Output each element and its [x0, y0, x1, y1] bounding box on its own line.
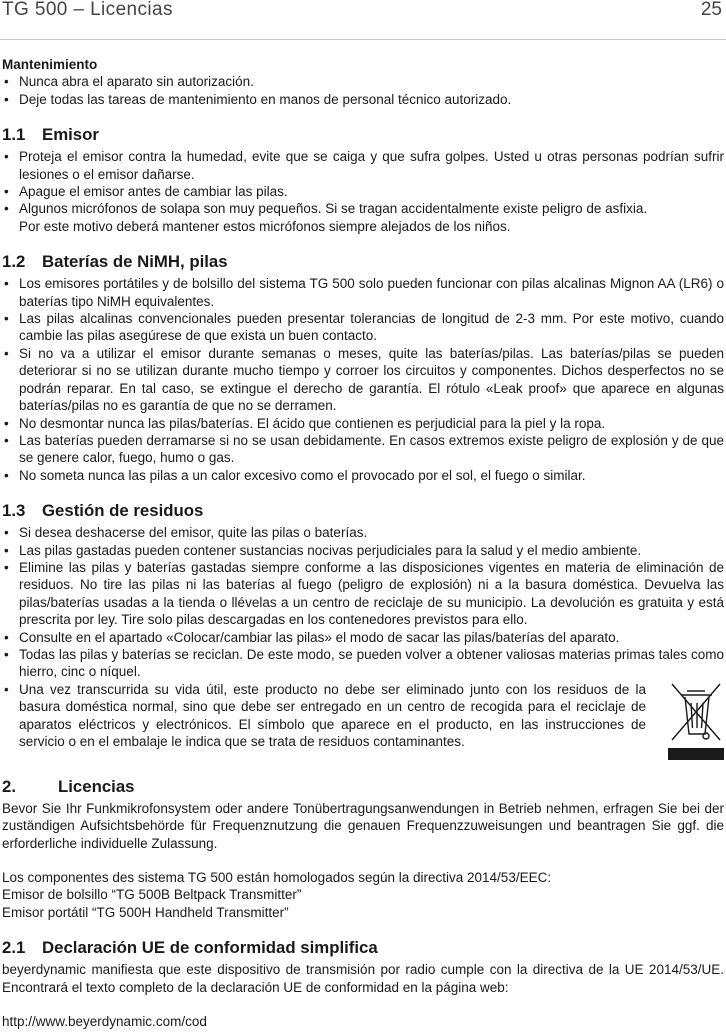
list-item: • Nunca abra el aparato sin autorización. [2, 73, 724, 90]
maintenance-heading: Mantenimiento [2, 57, 98, 72]
section-heading-baterias [2, 252, 724, 272]
section-title: Baterías de NiMH, pilas [42, 252, 228, 272]
list-item-text: • Una vez transcurrida su vida útil, este producto no debe ser eliminado junto con los residuos de la basura doméstica normal, sino que debe ser entregado en un centro de recogida para el reciclaje de aparatos eléctricos y electrónicos. El símbolo que aparece en el producto, en las instrucciones de servicio o en el embalaje le indica que se trata de residuos contaminantes. [19, 681, 646, 749]
list-item-line: Por este motivo deberá mantener estos micrófonos siempre alejados de los niños. [19, 218, 511, 234]
baterias-list [2, 275, 724, 484]
residuos-list [2, 524, 724, 762]
section-number: 1.1 [2, 125, 26, 145]
component-line: Emisor de bolsillo “TG 500B Beltpack Transmitter” [2, 887, 302, 903]
declaracion-url: http://www.beyerdynamic.com/cod [2, 1014, 207, 1030]
list-item: • Si no va a utilizar el emisor durante semanas o meses, quite las baterías/pilas. Las baterías/pilas se pueden deteriorar si no se utilizan durante mucho tiempo y corroer los circuitos y componentes. Dichos desperfectos no se podrán reparar. En tal caso, se extingue el derecho de garantía. El rótulo «Leak proof» que aparece en algunas baterías/pilas no es garantía de que no se derramen. [2, 345, 724, 415]
list-item: • Consulte en el apartado «Colocar/cambiar las pilas» el modo de sacar las pilas/baterías del aparato. [2, 629, 724, 646]
list-item: • Elimine las pilas y baterías gastadas siempre conforme a las disposiciones vigentes en materia de eliminación de residuos. No tire las pilas ni las baterías al fuego (peligro de explosión) ni a la basura doméstica. Devuelva las pilas/baterías usadas a la tienda o llévelas a un centro de reciclaje de su municipio. La devolución es gratuita y está prescrita por ley. Tire solo pilas descargadas en los contenedores previstos para ello. [2, 559, 724, 629]
list-item: • Las pilas gastadas pueden contener sustancias nocivas perjudiciales para la salud y el medio ambiente. [2, 542, 724, 559]
section-title: Emisor [42, 125, 99, 145]
list-item: • No desmontar nunca las pilas/baterías. El ácido que contienen es perjudicial para la piel y la ropa. [2, 415, 724, 432]
section-number: 2.1 [2, 938, 26, 958]
list-item: • Todas las pilas y baterías se reciclan. De este modo, se pueden volver a obtener valiosas materias primas tales como hierro, cinc o níquel. [2, 646, 724, 681]
page-number: 25 [700, 0, 722, 20]
emisor-list [2, 148, 724, 235]
list-item: • Las pilas alcalinas convencionales pueden presentar tolerancias de longitud de 2-3 mm. Por este motivo, cuando cambie las pilas asegúrese de que exista un buen contacto. [2, 310, 724, 345]
section-title: Gestión de residuos [42, 501, 204, 521]
components-intro: Los componentes des sistema TG 500 están homologados según la directiva 2014/53/EEC: [2, 870, 552, 885]
page-content [2, 56, 724, 1030]
list-item: • Proteja el emisor contra la humedad, evite que se caiga y que sufra golpes. Usted u otras personas podrían sufrir lesiones o el emisor dañarse. [2, 148, 724, 183]
section-title: Licencias [58, 776, 135, 796]
list-item-line: • Algunos micrófonos de solapa son muy pequeños. Si se tragan accidentalmente existe peligro de asfixia. [19, 201, 648, 217]
list-item: • Apague el emisor antes de cambiar las pilas. [2, 183, 724, 200]
section-number: 1.2 [2, 252, 26, 272]
list-item: • Las baterías pueden derramarse si no se usan debidamente. En casos extremos existe peligro de explosión y de que se genere calor, fuego, humo o gas. [2, 432, 724, 467]
list-item: • No someta nunca las pilas a un calor excesivo como el provocado por el sol, el fuego o similar. [2, 467, 724, 484]
section-heading-declaracion [2, 938, 724, 958]
component-line: Emisor portátil “TG 500H Handheld Transmitter” [2, 904, 289, 920]
header-title: TG 500 – Licencias [2, 0, 173, 20]
section-heading-licencias [2, 777, 724, 797]
declaracion-paragraph: beyerdynamic manifiesta que este dispositivo de transmisión por radio cumple con la directiva de la UE 2014/53/UE. Encontrará el texto completo de la declaración UE de conformidad en la página web: [2, 962, 724, 995]
crossed-out-wheelie-bin-icon [668, 680, 724, 762]
list-item [2, 200, 724, 235]
spacer [2, 852, 724, 869]
licencias-paragraph: Bevor Sie Ihr Funkmikrofonsystem oder andere Tonübertragungsanwendungen in Betrieb nehmen, erfragen Sie bei der zuständigen Aufsichtsbehörde für Frequenznutzung die genauen Frequenzzuweisungen und beantragen Sie ggf. die erforderliche individuelle Zulassung. [2, 800, 724, 851]
section-number: 1.3 [2, 501, 26, 521]
list-item: • Deje todas las tareas de mantenimiento en manos de personal técnico autorizado. [2, 91, 724, 108]
list-item: • Si desea deshacerse del emisor, quite las pilas o baterías. [2, 524, 724, 541]
section-heading-emisor [2, 125, 724, 145]
maintenance-list [2, 73, 724, 108]
list-item [2, 681, 724, 762]
section-heading-residuos [2, 501, 724, 521]
list-item: • Los emisores portátiles y de bolsillo del sistema TG 500 solo pueden funcionar con pilas alcalinas Mignon AA (LR6) o baterías tipo NiMH equivalentes. [2, 275, 724, 310]
spacer [2, 996, 724, 1013]
section-number: 2. [2, 776, 16, 796]
section-title: Declaración UE de conformidad simplifica [42, 938, 378, 958]
page-header [0, 0, 726, 40]
